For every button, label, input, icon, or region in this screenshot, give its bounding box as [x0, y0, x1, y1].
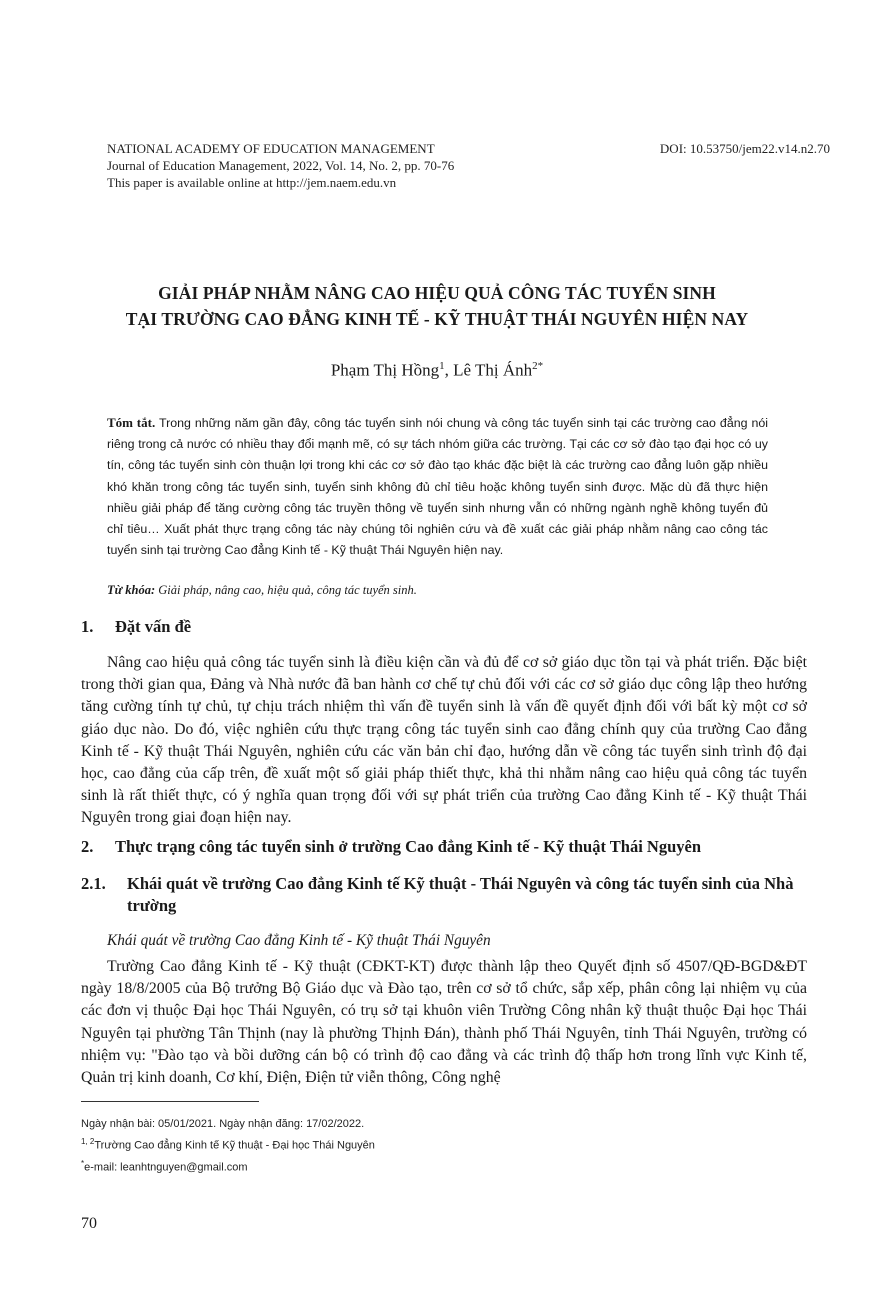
footnote-affiliation: $^{1, 2}$Trường Cao đẳng Kinh tế Kỹ thuật - Đại học Thái Nguyên [81, 1137, 375, 1152]
authors [60, 360, 814, 381]
section-1-paragraph: Nâng cao hiệu quả công tác tuyển sinh là điều kiện cần và đủ để cơ sở giáo dục tồn tại và phát triển. Đặc biệt trong thời gian qua, Đảng và Nhà nước đã ban hành cơ chế tự chủ đối với các cơ sở giáo dục công lập theo hướng tăng cường tính tự chủ, tự chịu trách nhiệm thì vấn đề tuyển sinh là vấn đề quyết định đối với bất kỳ một cơ sở giáo dục nào. Do đó, việc nghiên cứu thực trạng công tác tuyển sinh cao đẳng chính quy của trường Cao đẳng Kinh tế - Kỹ thuật Thái Nguyên, nghiên cứu các văn bản chỉ đạo, hướng dẫn về công tác tuyển sinh trình độ đại học, cao đẳng của cấp trên, đề xuất một số giải pháp thiết thực, khả thi nhằm nâng cao hiệu quả công tác tuyển sinh là rất thiết thực, có ý nghĩa quan trọng đối với sự phát triển của trường Cao đẳng Kinh tế - Kỹ thuật Thái Nguyên trong giai đoạn hiện nay. [81, 654, 807, 827]
paper-title [60, 280, 814, 332]
journal-citation: Journal of Education Management, 2022, Vol. 14, No. 2, pp. 70-76 [107, 158, 455, 173]
doi: DOI: 10.53750/jem22.v14.n2.70 [659, 141, 830, 156]
title-line-1: GIẢI PHÁP NHẰM NÂNG CAO HIỆU QUẢ CÔNG TÁC TUYỂN SINH [158, 283, 716, 303]
section-1-heading [81, 617, 191, 637]
abstract [107, 412, 768, 561]
footnotes [81, 1116, 375, 1176]
section-2-title: Thực trạng công tác tuyển sinh ở trường Cao đẳng Kinh tế - Kỹ thuật Thái Nguyên [115, 837, 702, 856]
running-header [107, 140, 577, 191]
author-1-affiliation: 1 [439, 360, 445, 372]
keywords-text: Giải pháp, nâng cao, hiệu quả, công tác tuyển sinh. [158, 583, 417, 597]
section-2-1-subheading: Khái quát về trường Cao đẳng Kinh tế - Kỹ thuật Thái Nguyên [107, 932, 491, 949]
section-2-1-title: Khái quát về trường Cao đẳng Kinh tế Kỹ thuật - Thái Nguyên và công tác tuyển sinh của Nhà trường [127, 874, 794, 915]
keywords-label: Từ khóa: [107, 583, 156, 597]
footnote-rule [81, 1101, 259, 1102]
section-1-title: Đặt vấn đề [115, 617, 192, 636]
abstract-label: Tóm tắt. [107, 415, 156, 430]
title-line-2: TẠI TRƯỜNG CAO ĐẲNG KINH TẾ - KỸ THUẬT THÁI NGUYÊN HIỆN NAY [125, 309, 749, 329]
section-2-number: 2. [81, 837, 94, 856]
footnote-email: *e-mail: leanhtnguyen@gmail.com [81, 1158, 248, 1174]
abstract-text: Trong những năm gần đây, công tác tuyển sinh nói chung và công tác tuyển sinh tại các trường cao đẳng nói riêng trong cả nước có nhiều thay đổi mạnh mẽ, có sự tách nhóm giữa các trường. Tại các cơ sở đào tạo đại học có uy tín, công tác tuyển sinh còn thuận lợi trong khi các cơ sở đào tạo khác đặc biệt là các trường cao đẳng luôn gặp nhiều khó khăn trong công tác tuyển sinh, tuyển sinh không đủ chỉ tiêu hoặc không tuyển sinh được. Mặc dù đã thực hiện nhiều giải pháp để tăng cường công tác truyền thông về tuyển sinh nhưng vẫn có những ngành nghề không tuyển đủ chỉ tiêu… Xuất phát thực trạng công tác này chúng tôi nghiên cứu và đề xuất các giải pháp nhằm nâng cao công tác tuyển sinh tại trường Cao đẳng Kinh tế - Kỹ thuật Thái Nguyên hiện nay. [107, 416, 769, 558]
page-number: 70 [81, 1215, 97, 1232]
author-2-affiliation: 2* [532, 360, 544, 372]
section-2-heading [81, 837, 701, 857]
author-2: Lê Thị Ánh [453, 360, 533, 380]
section-1-number: 1. [81, 617, 94, 636]
availability-note: This paper is available online at http://jem.naem.edu.vn [107, 175, 397, 190]
section-2-1-number: 2.1. [81, 874, 106, 893]
institution-name: NATIONAL ACADEMY OF EDUCATION MANAGEMENT [107, 141, 435, 156]
author-separator: , [444, 360, 454, 380]
section-2-1-paragraph: Trường Cao đẳng Kinh tế - Kỹ thuật (CĐKT-KT) được thành lập theo Quyết định số 4507/QĐ-BGD&ĐT ngày 18/8/2005 của Bộ trưởng Bộ Giáo dục và Đào tạo, trên cơ sở tổ chức, sắp xếp, phân công lại nhiệm vụ của các đơn vị thuộc Đại học Thái Nguyên, có trụ sở tại khuôn viên Trường Công nhân kỹ thuật thuộc Đại học Thái Nguyên tại phường Tân Thịnh (nay là phường Thịnh Đán), thành phố Thái Nguyên, tỉnh Thái Nguyên, trường có nhiệm vụ: "Đào tạo và bồi dưỡng cán bộ có trình độ cao đẳng và các trình độ thấp hơn trong lĩnh vực Kinh tế, Quản trị kinh doanh, Cơ khí, Điện, Điện tử viễn thông, Công nghệ [81, 958, 807, 1087]
keywords [107, 583, 768, 598]
author-1: Phạm Thị Hồng [330, 360, 440, 380]
footnote-dates: Ngày nhận bài: 05/01/2021. Ngày nhận đăng: 17/02/2022. [81, 1118, 365, 1130]
section-2-1-heading [81, 873, 807, 917]
